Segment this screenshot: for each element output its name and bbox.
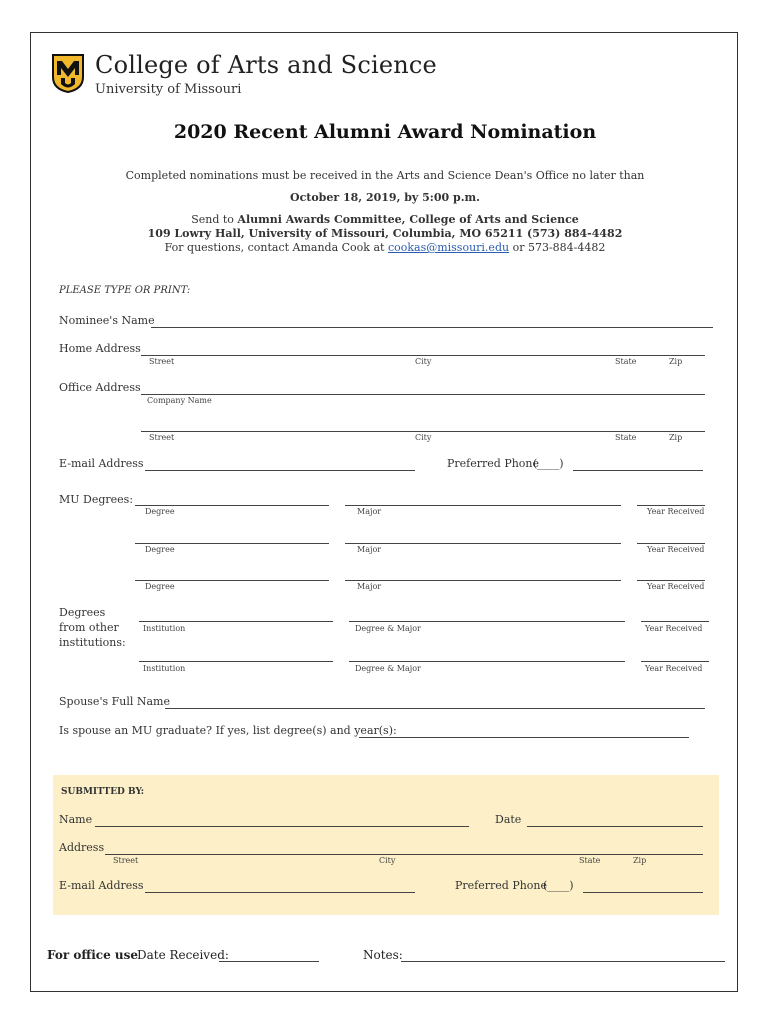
major-label-2: Major [357, 545, 382, 554]
submitter-city-label: City [379, 856, 396, 865]
institution-year-1-field[interactable] [641, 621, 709, 622]
university-name: University of Missouri [95, 82, 242, 97]
institution-year-label-1: Year Received [645, 624, 703, 633]
nomination-form [30, 32, 738, 992]
institution-year-label-2: Year Received [645, 664, 703, 673]
mu-logo [51, 53, 85, 93]
submitter-name-label: Name [59, 813, 93, 826]
institution-year-2-field[interactable] [641, 661, 709, 662]
mu-degree-1-field[interactable] [135, 505, 329, 506]
degree-major-label-1: Degree & Major [355, 624, 421, 633]
degree-major-label-2: Degree & Major [355, 664, 421, 673]
mu-year-3-field[interactable] [637, 580, 705, 581]
submitted-by-heading: SUBMITTED BY: [61, 787, 145, 797]
submitter-state-label: State [579, 856, 601, 865]
submitter-zip-label: Zip [633, 856, 647, 865]
spouse-mu-field[interactable] [359, 737, 689, 738]
mu-major-2-field[interactable] [345, 543, 621, 544]
company-name-label: Company Name [147, 396, 212, 405]
notes-field[interactable] [401, 961, 725, 962]
degree-label-3: Degree [145, 582, 175, 591]
mailing-address: 109 Lowry Hall, University of Missouri, Columbia, MO 65211 (573) 884-4482 [147, 227, 623, 240]
mu-degree-2-field[interactable] [135, 543, 329, 544]
office-city-label: City [415, 433, 432, 442]
college-name: College of Arts and Science [95, 51, 437, 79]
notes-label: Notes: [363, 948, 403, 962]
contact-email-link[interactable]: cookas@missouri.edu [387, 241, 510, 254]
submitted-date-label: Date [495, 813, 522, 826]
mu-shield-icon [51, 53, 85, 93]
institution-label-1: Institution [143, 624, 186, 633]
mu-year-2-field[interactable] [637, 543, 705, 544]
date-received-label: Date Received: [137, 948, 229, 962]
email-label: E-mail Address [59, 457, 144, 470]
submitter-address-label: Address [59, 841, 105, 854]
submitter-name-field[interactable] [95, 826, 469, 827]
office-state-label: State [615, 433, 637, 442]
degree-label-1: Degree [145, 507, 175, 516]
mu-major-3-field[interactable] [345, 580, 621, 581]
nominee-name-label: Nominee's Name [59, 314, 155, 327]
office-use-label: For office use [47, 948, 139, 962]
home-address-field[interactable] [141, 355, 705, 356]
nominee-name-field[interactable] [151, 327, 713, 328]
mu-degrees-label: MU Degrees: [59, 493, 134, 506]
institution-1-field[interactable] [139, 621, 333, 622]
major-label-1: Major [357, 507, 382, 516]
institution-2-field[interactable] [139, 661, 333, 662]
home-street-label: Street [149, 357, 175, 366]
office-street-label: Street [149, 433, 175, 442]
contact-prefix: For questions, contact Amanda Cook at [164, 241, 388, 254]
year-label-1: Year Received [647, 507, 705, 516]
spouse-mu-label: Is spouse an MU graduate? If yes, list degree(s) and year(s): [59, 724, 397, 737]
submitter-address-field[interactable] [105, 854, 703, 855]
date-received-field[interactable] [219, 961, 319, 962]
year-label-2: Year Received [647, 545, 705, 554]
home-city-label: City [415, 357, 432, 366]
spouse-name-field[interactable] [165, 708, 705, 709]
submitter-phone-label: Preferred Phone [455, 879, 548, 892]
degree-major-1-field[interactable] [349, 621, 625, 622]
degree-major-2-field[interactable] [349, 661, 625, 662]
submitted-date-field[interactable] [527, 826, 703, 827]
home-zip-label: Zip [669, 357, 683, 366]
spouse-name-label: Spouse's Full Name [59, 695, 170, 708]
submitter-phone-field[interactable] [583, 892, 703, 893]
send-prefix: Send to [191, 213, 238, 226]
mu-year-1-field[interactable] [637, 505, 705, 506]
home-state-label: State [615, 357, 637, 366]
office-address-label: Office Address [59, 381, 141, 394]
office-company-field[interactable] [141, 394, 705, 395]
intro-line: Completed nominations must be received in the Arts and Science Dean's Office no later than [125, 169, 645, 182]
other-degrees-label: Degrees from other institutions: [59, 606, 126, 649]
send-to-line [31, 213, 739, 226]
home-address-label: Home Address [59, 342, 141, 355]
send-recipient: Alumni Awards Committee, College of Arts and Science [237, 213, 579, 226]
contact-suffix: or 573-884-4482 [509, 241, 606, 254]
submitter-phone-area: (____) [543, 879, 574, 892]
phone-area-code: (____) [533, 457, 564, 470]
submitter-email-label: E-mail Address [59, 879, 144, 892]
contact-line [31, 241, 739, 254]
instruction: PLEASE TYPE OR PRINT: [59, 285, 191, 296]
preferred-phone-label: Preferred Phone [447, 457, 540, 470]
phone-field[interactable] [573, 470, 703, 471]
institution-label-2: Institution [143, 664, 186, 673]
major-label-3: Major [357, 582, 382, 591]
page-title: 2020 Recent Alumni Award Nomination [173, 121, 597, 143]
submitted-by-section [53, 775, 719, 915]
office-zip-label: Zip [669, 433, 683, 442]
mu-degree-3-field[interactable] [135, 580, 329, 581]
mu-major-1-field[interactable] [345, 505, 621, 506]
deadline: October 18, 2019, by 5:00 p.m. [289, 191, 480, 204]
degree-label-2: Degree [145, 545, 175, 554]
submitter-street-label: Street [113, 856, 139, 865]
submitter-email-field[interactable] [145, 892, 415, 893]
email-field[interactable] [145, 470, 415, 471]
office-address-field[interactable] [141, 431, 705, 432]
year-label-3: Year Received [647, 582, 705, 591]
